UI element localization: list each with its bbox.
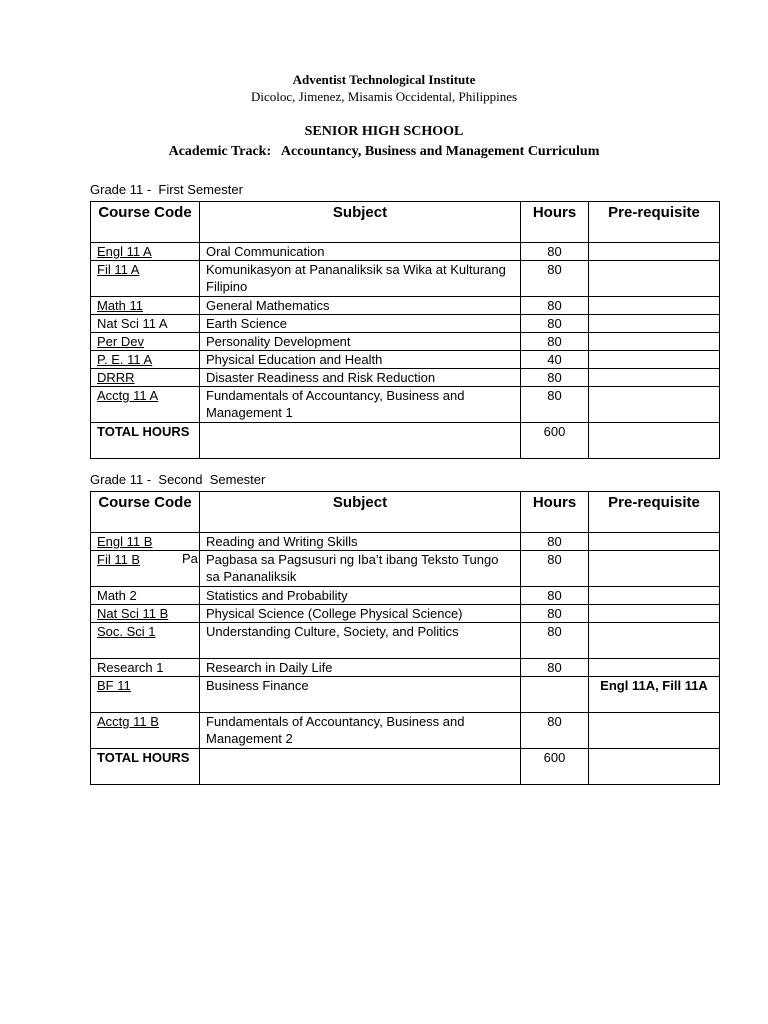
course-code: Math 11 (91, 297, 200, 315)
track-title: Academic Track: Accountancy, Business and Management Curriculum (168, 144, 600, 159)
total-label: TOTAL HOURS (91, 749, 200, 785)
semester-1-table (90, 201, 720, 459)
col-header-subject: Subject (200, 202, 521, 243)
prerequisite (589, 533, 720, 551)
prerequisite: Engl 11A, Fill 11A (589, 677, 720, 713)
total-hours: 600 (521, 423, 589, 459)
col-header-hours: Hours (521, 202, 589, 243)
prerequisite (589, 351, 720, 369)
subject: Statistics and Probability (200, 587, 521, 605)
table-row (91, 315, 720, 333)
table-row (91, 677, 720, 713)
course-code: Acctg 11 B (91, 713, 200, 749)
hours (521, 677, 589, 713)
total-row (91, 423, 720, 459)
table-row (91, 387, 720, 423)
prerequisite (589, 261, 720, 297)
table-row (91, 351, 720, 369)
prerequisite (589, 315, 720, 333)
subject: Pagbasa sa Pagsusuri ng Iba’t ibang Teksto Tungo sa Pananaliksik (200, 551, 521, 587)
col-header-prereq: Pre-requisite (589, 492, 720, 533)
total-row (91, 749, 720, 785)
table-row (91, 659, 720, 677)
subject: Understanding Culture, Society, and Politics (200, 623, 521, 659)
hours: 80 (521, 551, 589, 587)
course-code: Math 2 (91, 587, 200, 605)
hours: 80 (521, 533, 589, 551)
course-code: Engl 11 A (91, 243, 200, 261)
hours: 80 (521, 623, 589, 659)
subject: Physical Science (College Physical Science) (200, 605, 521, 623)
course-code: Soc. Sci 1 (91, 623, 200, 659)
prerequisite (589, 369, 720, 387)
col-header-subject: Subject (200, 492, 521, 533)
prerequisite (589, 297, 720, 315)
hours: 80 (521, 605, 589, 623)
semester-1-title: Grade 11 - First Semester (90, 182, 243, 197)
col-header-code: Course Code (91, 202, 200, 243)
subject: Komunikasyon at Pananaliksik sa Wika at Kulturang Filipino (200, 261, 521, 297)
subject: Fundamentals of Accountancy, Business and Management 2 (200, 713, 521, 749)
table-row (91, 533, 720, 551)
table-row (91, 587, 720, 605)
course-code: Fil 11 B (91, 551, 200, 587)
prerequisite (589, 605, 720, 623)
hours: 80 (521, 713, 589, 749)
subject: General Mathematics (200, 297, 521, 315)
col-header-prereq: Pre-requisite (589, 202, 720, 243)
col-header-hours: Hours (521, 492, 589, 533)
hours: 80 (521, 297, 589, 315)
subject: Research in Daily Life (200, 659, 521, 677)
course-code: Research 1 (91, 659, 200, 677)
course-code: Nat Sci 11 B (91, 605, 200, 623)
course-code: P. E. 11 A (91, 351, 200, 369)
hours: 80 (521, 333, 589, 351)
total-subject-empty (200, 423, 521, 459)
prerequisite (589, 333, 720, 351)
institution-location: Dicoloc, Jimenez, Misamis Occidental, Philippines (250, 89, 518, 104)
institution-name: Adventist Technological Institute (292, 72, 476, 87)
semester-2-title: Grade 11 - Second Semester (90, 472, 266, 487)
hours: 80 (521, 587, 589, 605)
hours: 80 (521, 243, 589, 261)
prerequisite (589, 587, 720, 605)
subject: Personality Development (200, 333, 521, 351)
subject: Fundamentals of Accountancy, Business and Management 1 (200, 387, 521, 423)
course-code: DRRR (91, 369, 200, 387)
course-code: Acctg 11 A (91, 387, 200, 423)
table-row (91, 333, 720, 351)
course-code: Per Dev (91, 333, 200, 351)
subject: Oral Communication (200, 243, 521, 261)
table-row (91, 297, 720, 315)
col-header-code: Course Code (91, 492, 200, 533)
table-row (91, 713, 720, 749)
prerequisite (589, 243, 720, 261)
hours: 80 (521, 261, 589, 297)
total-label: TOTAL HOURS (91, 423, 200, 459)
subject: Earth Science (200, 315, 521, 333)
subject: Disaster Readiness and Risk Reduction (200, 369, 521, 387)
prerequisite (589, 659, 720, 677)
course-code: Nat Sci 11 A (91, 315, 200, 333)
course-code: Fil 11 A (91, 261, 200, 297)
hours: 80 (521, 387, 589, 423)
course-code: BF 11 (91, 677, 200, 713)
total-hours: 600 (521, 749, 589, 785)
total-prereq-empty (589, 749, 720, 785)
total-prereq-empty (589, 423, 720, 459)
subject: Business Finance (200, 677, 521, 713)
hours: 80 (521, 315, 589, 333)
prerequisite (589, 551, 720, 587)
hours: 80 (521, 659, 589, 677)
hours: 80 (521, 369, 589, 387)
table-row (91, 243, 720, 261)
stray-text: Pa (182, 551, 198, 566)
total-subject-empty (200, 749, 521, 785)
table-header-row (91, 492, 720, 533)
prerequisite (589, 387, 720, 423)
prerequisite (589, 623, 720, 659)
course-code: Engl 11 B (91, 533, 200, 551)
table-row (91, 369, 720, 387)
semester-2-table (90, 491, 720, 785)
table-header-row (91, 202, 720, 243)
subject: Reading and Writing Skills (200, 533, 521, 551)
school-title: SENIOR HIGH SCHOOL (304, 124, 464, 139)
table-row (91, 623, 720, 659)
table-row (91, 605, 720, 623)
table-row (91, 261, 720, 297)
hours: 40 (521, 351, 589, 369)
subject: Physical Education and Health (200, 351, 521, 369)
prerequisite (589, 713, 720, 749)
